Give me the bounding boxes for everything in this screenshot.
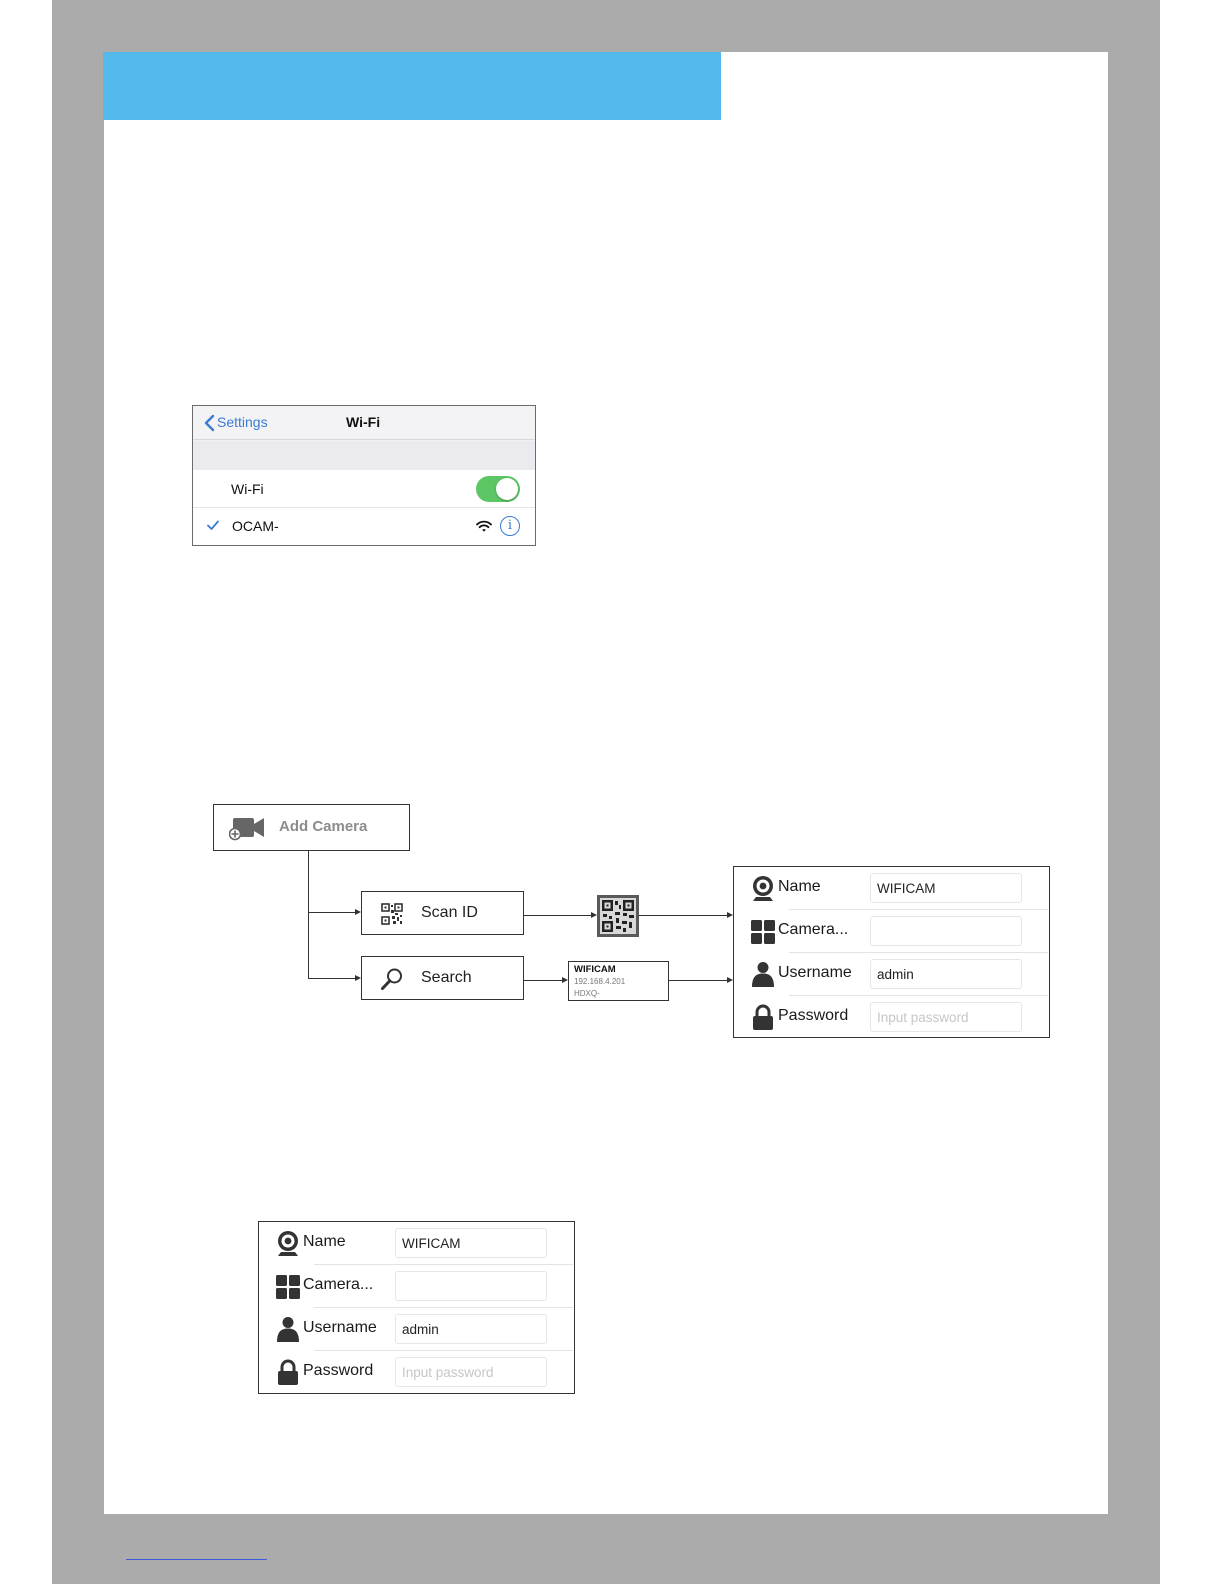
chevron-left-icon[interactable] [202, 414, 216, 432]
navigation-bar [193, 406, 535, 440]
password-input[interactable] [870, 1002, 1022, 1032]
connector-to-search [308, 978, 356, 979]
connector-result-to-form [669, 980, 727, 981]
scan-id-label: Scan ID [421, 904, 478, 921]
connector-qr-to-form [639, 915, 727, 916]
wifi-toggle-switch[interactable] [476, 476, 520, 502]
search-result-device[interactable] [568, 961, 669, 1001]
name-label: Name [778, 878, 821, 895]
add-camera-label: Add Camera [279, 818, 368, 835]
webcam-icon [750, 875, 776, 902]
name-input[interactable] [395, 1228, 547, 1258]
grid-icon [750, 918, 776, 945]
qr-code-icon [380, 902, 404, 926]
lock-icon [275, 1359, 301, 1386]
wifi-toggle-label: Wi-Fi [231, 481, 264, 497]
password-label: Password [303, 1362, 374, 1379]
outer-margin-left [0, 0, 52, 1584]
document-page [104, 52, 1108, 1514]
username-label: Username [778, 964, 852, 981]
connector-vertical [308, 851, 309, 979]
connector-to-scan [308, 912, 356, 913]
back-button[interactable]: Settings [217, 414, 268, 430]
password-label: Password [778, 1007, 849, 1024]
camera-id-input[interactable] [870, 916, 1022, 946]
camera-id-row [259, 1265, 573, 1308]
header-banner [103, 52, 721, 120]
connector-search-to-result [524, 980, 562, 981]
username-label: Username [303, 1319, 377, 1336]
camera-id-row [734, 910, 1048, 953]
user-icon [750, 961, 776, 988]
network-row[interactable] [193, 508, 535, 545]
username-row [259, 1308, 573, 1351]
lock-icon [750, 1004, 776, 1031]
connector-scan-to-qr [524, 915, 591, 916]
password-row [734, 996, 1048, 1039]
wifi-signal-icon [475, 518, 493, 534]
wifi-toggle-row [193, 470, 535, 508]
camera-id-input[interactable] [395, 1271, 547, 1301]
network-name: OCAM- [232, 518, 279, 534]
webcam-icon [275, 1230, 301, 1257]
name-row [259, 1222, 573, 1265]
device-ip: 192.168.4.201 [574, 977, 626, 986]
device-id: HDXQ- [574, 989, 600, 998]
footer-link-underline[interactable] [126, 1559, 267, 1560]
section-spacer [193, 441, 535, 470]
search-label: Search [421, 969, 472, 986]
username-row [734, 953, 1048, 996]
page-title: Wi-Fi [346, 414, 381, 430]
video-camera-add-icon [229, 815, 267, 841]
username-input[interactable] [870, 959, 1022, 989]
password-row [259, 1351, 573, 1394]
checkmark-icon [206, 518, 220, 532]
username-input[interactable] [395, 1314, 547, 1344]
user-icon [275, 1316, 301, 1343]
device-name: WIFICAM [574, 964, 616, 975]
search-button[interactable] [361, 956, 524, 1000]
camera-form-diagram [733, 866, 1050, 1038]
info-icon[interactable]: i [500, 516, 520, 536]
name-row [734, 867, 1048, 910]
name-label: Name [303, 1233, 346, 1250]
wifi-settings-screenshot [192, 405, 536, 546]
add-camera-button[interactable] [213, 804, 410, 851]
toggle-knob [496, 478, 518, 500]
password-input[interactable] [395, 1357, 547, 1387]
magnifier-icon [380, 967, 404, 991]
name-input[interactable] [870, 873, 1022, 903]
qr-code-sticker-icon [597, 895, 639, 937]
camera-form-standalone [258, 1221, 575, 1394]
grid-icon [275, 1273, 301, 1300]
outer-margin-right [1160, 0, 1224, 1584]
scan-id-button[interactable] [361, 891, 524, 935]
camera-id-label: Camera... [303, 1276, 374, 1293]
camera-id-label: Camera... [778, 921, 849, 938]
